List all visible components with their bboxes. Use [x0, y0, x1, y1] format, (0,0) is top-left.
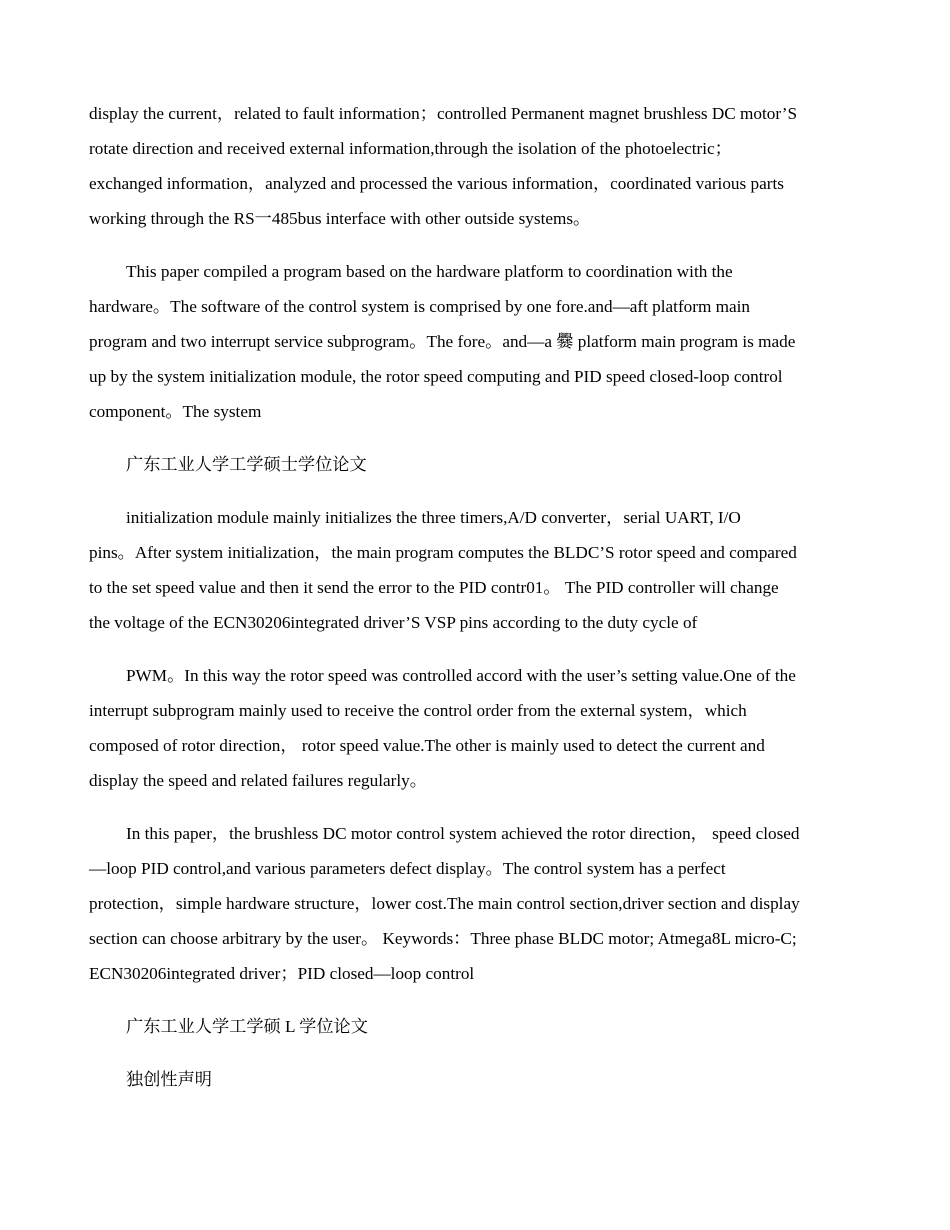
text-line: —loop PID control,and various parameters defect display。The control system has a perfect [89, 859, 726, 878]
paragraph-2 [89, 254, 864, 429]
text-line: the voltage of the ECN30206integrated driver’S VSP pins according to the duty cycle of [89, 613, 698, 632]
paragraph-1 [89, 96, 864, 236]
text-line: This paper compiled a program based on the hardware platform to coordination with the [126, 262, 733, 281]
document-page [89, 96, 864, 1115]
paragraph-3 [89, 500, 864, 640]
text-line: exchanged information，analyzed and processed the various information，coordinated various parts [89, 174, 784, 193]
text-line: composed of rotor direction， rotor speed value.The other is mainly used to detect the current and [89, 736, 765, 755]
text-line: working through the RS一485bus interface with other outside systems。 [89, 209, 591, 228]
running-header [89, 447, 864, 482]
text-line: interrupt subprogram mainly used to receive the control order from the external system，which [89, 701, 747, 720]
text-line: 广东工业人学工学硕 L 学位论文 [126, 1017, 368, 1036]
text-line: 广东工业人学工学硕士学位论文 [126, 455, 367, 474]
paragraph-4 [89, 658, 864, 798]
text-line: protection，simple hardware structure，lower cost.The main control section,driver section and display [89, 894, 800, 913]
text-line: hardware。The software of the control system is comprised by one fore.and—aft platform main [89, 297, 751, 316]
section-heading [89, 1062, 864, 1097]
text-line: display the current，related to fault information；controlled Permanent magnet brushless DC motor’S [89, 104, 798, 123]
text-line: PWM。In this way the rotor speed was controlled accord with the user’s setting value.One of the [126, 666, 796, 685]
text-line: ECN30206integrated driver；PID closed—loop control [89, 964, 475, 983]
running-header [89, 1009, 864, 1044]
text-line: pins。After system initialization，the main program computes the BLDC’S rotor speed and compared [89, 543, 797, 562]
text-line: initialization module mainly initializes the three timers,A/D converter，serial UART, I/O [126, 508, 741, 527]
text-line: 独创性声明 [126, 1070, 212, 1089]
text-line: section can choose arbitrary by the user。 Keywords：Three phase BLDC motor; Atmega8L micro-C; [89, 929, 797, 948]
text-line: program and two interrupt service subprogram。The fore。and—a 爨 platform main program is made [89, 332, 796, 351]
text-line: rotate direction and received external information,through the isolation of the photoelectric； [89, 139, 732, 158]
text-line: display the speed and related failures regularly。 [89, 771, 427, 790]
text-line: In this paper，the brushless DC motor control system achieved the rotor direction， speed closed [126, 824, 800, 843]
text-line: component。The system [89, 402, 262, 421]
paragraph-5 [89, 816, 864, 991]
text-line: up by the system initialization module, the rotor speed computing and PID speed closed-loop control [89, 367, 783, 386]
text-line: to the set speed value and then it send the error to the PID contr01。 The PID controller will change [89, 578, 779, 597]
